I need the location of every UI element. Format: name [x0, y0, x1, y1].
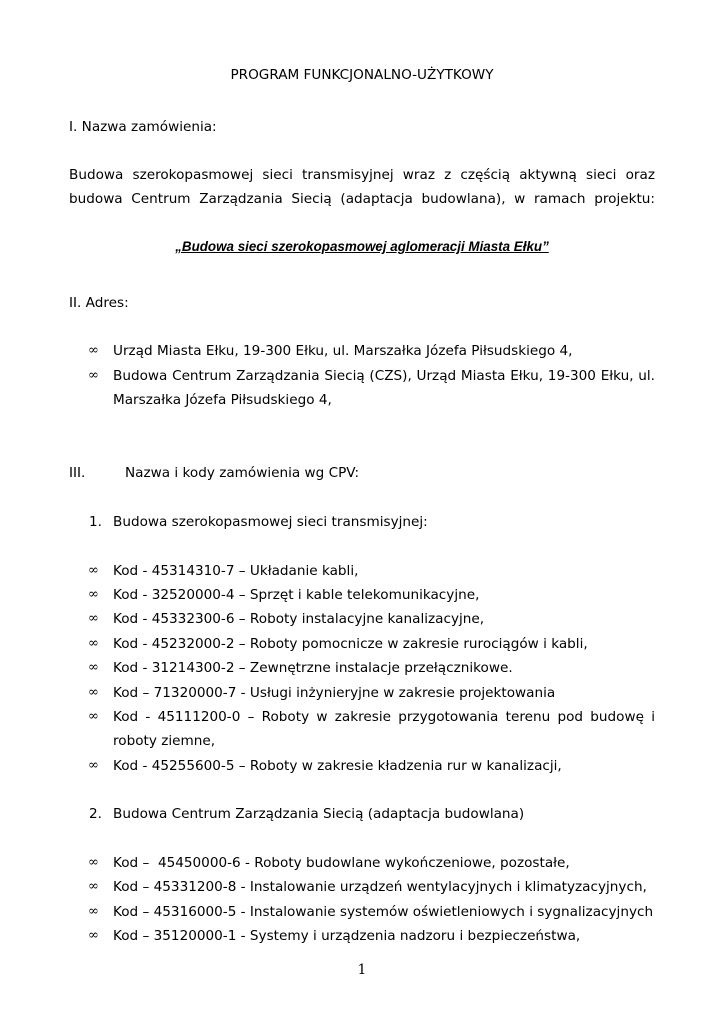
cpv-code-text: Kod – 45316000-5 - Instalowanie systemów oświetleniowych i sygnalizacyjnych: [113, 904, 654, 920]
subsection-2-heading: [89, 805, 524, 823]
cpv-code-text: Kod – 71320000-7 - Usługi inżynieryjne w zakresie projektowania: [113, 685, 556, 701]
cpv-code-text: Kod – 45331200-8 - Instalowanie urządzeń wentylacyjnych i klimatyzacyjnych,: [113, 879, 647, 895]
cpv-code-text: Kod – 35120000-1 - Systemy i urządzenia nadzoru i bezpieczeństwa,: [113, 928, 581, 944]
bullet-icon: ∞: [88, 855, 99, 870]
cpv-code-text: Kod - 45111200-0 – Roboty w zakresie przygotowania terenu pod budowę i: [113, 709, 655, 725]
cpv-code-item: [88, 659, 655, 677]
address-bullet-1-text: Urząd Miasta Ełku, 19-300 Ełku, ul. Marszałka Józefa Piłsudskiego 4,: [113, 343, 573, 359]
subsection-1-label: Budowa szerokopasmowej sieci transmisyjnej:: [113, 514, 428, 530]
cpv-code-text: Kod - 45255600-5 – Roboty w zakresie kładzenia rur w kanalizacji,: [113, 758, 562, 774]
cpv-code-continuation: roboty ziemne,: [113, 733, 216, 749]
cpv-code-item: [88, 903, 655, 921]
bullet-icon: ∞: [88, 587, 99, 602]
bullet-icon: ∞: [88, 879, 99, 894]
cpv-code-item: [88, 927, 655, 945]
cpv-code-text: Kod - 45232000-2 – Roboty pomocnicze w zakresie rurociągów i kabli,: [113, 636, 588, 652]
section-3-number: III.: [69, 465, 86, 481]
bullet-icon: ∞: [88, 709, 99, 724]
bullet-icon: ∞: [88, 904, 99, 919]
bullet-icon: ∞: [88, 660, 99, 675]
bullet-icon: ∞: [88, 611, 99, 626]
page-number: 1: [357, 962, 367, 978]
subsection-2-label: Budowa Centrum Zarządzania Siecią (adaptacja budowlana): [113, 806, 525, 822]
bullet-icon: ∞: [88, 343, 99, 358]
cpv-code-item: [88, 635, 655, 653]
subsection-1-number: 1.: [89, 514, 102, 530]
address-bullet-2-text: Budowa Centrum Zarządzania Siecią (CZS), Urząd Miasta Ełku, 19-300 Ełku, ul.: [113, 368, 655, 384]
bullet-icon: ∞: [88, 758, 99, 773]
address-bullet-2-continuation: Marszałka Józefa Piłsudskiego 4,: [113, 392, 332, 408]
subsection-1-heading: [89, 513, 428, 531]
bullet-icon: ∞: [88, 636, 99, 651]
cpv-code-item: [88, 757, 655, 775]
section-1-heading: I. Nazwa zamówienia:: [69, 119, 217, 135]
address-bullet-1: [88, 342, 655, 360]
subsection-2-number: 2.: [89, 806, 102, 822]
cpv-code-text: Kod – 45450000-6 - Roboty budowlane wykończeniowe, pozostałe,: [113, 855, 570, 871]
bullet-icon: ∞: [88, 563, 99, 578]
document-title: PROGRAM FUNKCJONALNO-UŻYTKOWY: [230, 67, 494, 83]
cpv-code-text: Kod - 45314310-7 – Układanie kabli,: [113, 563, 359, 579]
section-1-paragraph-line-2: budowa Centrum Zarządzania Siecią (adaptacja budowlana), w ramach projektu:: [69, 191, 655, 207]
address-bullet-2: [88, 367, 655, 385]
project-name: „Budowa sieci szerokopasmowej aglomeracji Miasta Ełku”: [175, 239, 549, 254]
cpv-code-text: Kod - 45332300-6 – Roboty instalacyjne kanalizacyjne,: [113, 611, 485, 627]
cpv-code-item: [88, 878, 655, 896]
cpv-code-item: [88, 708, 655, 726]
cpv-code-item: [88, 562, 655, 580]
section-3-title: Nazwa i kody zamówienia wg CPV:: [125, 465, 360, 481]
section-1-paragraph-line-1: Budowa szerokopasmowej sieci transmisyjnej wraz z częścią aktywną sieci oraz: [69, 167, 655, 183]
bullet-icon: ∞: [88, 368, 99, 383]
cpv-code-text: Kod - 32520000-4 – Sprzęt i kable telekomunikacyjne,: [113, 587, 480, 603]
bullet-icon: ∞: [88, 928, 99, 943]
cpv-code-item: [88, 586, 655, 604]
cpv-code-item: [88, 610, 655, 628]
cpv-code-item: [88, 854, 655, 872]
bullet-icon: ∞: [88, 685, 99, 700]
cpv-code-item: [88, 684, 655, 702]
cpv-code-text: Kod - 31214300-2 – Zewnętrzne instalacje przełącznikowe.: [113, 660, 513, 676]
section-2-heading: II. Adres:: [69, 295, 129, 311]
section-3-heading: [69, 464, 359, 482]
